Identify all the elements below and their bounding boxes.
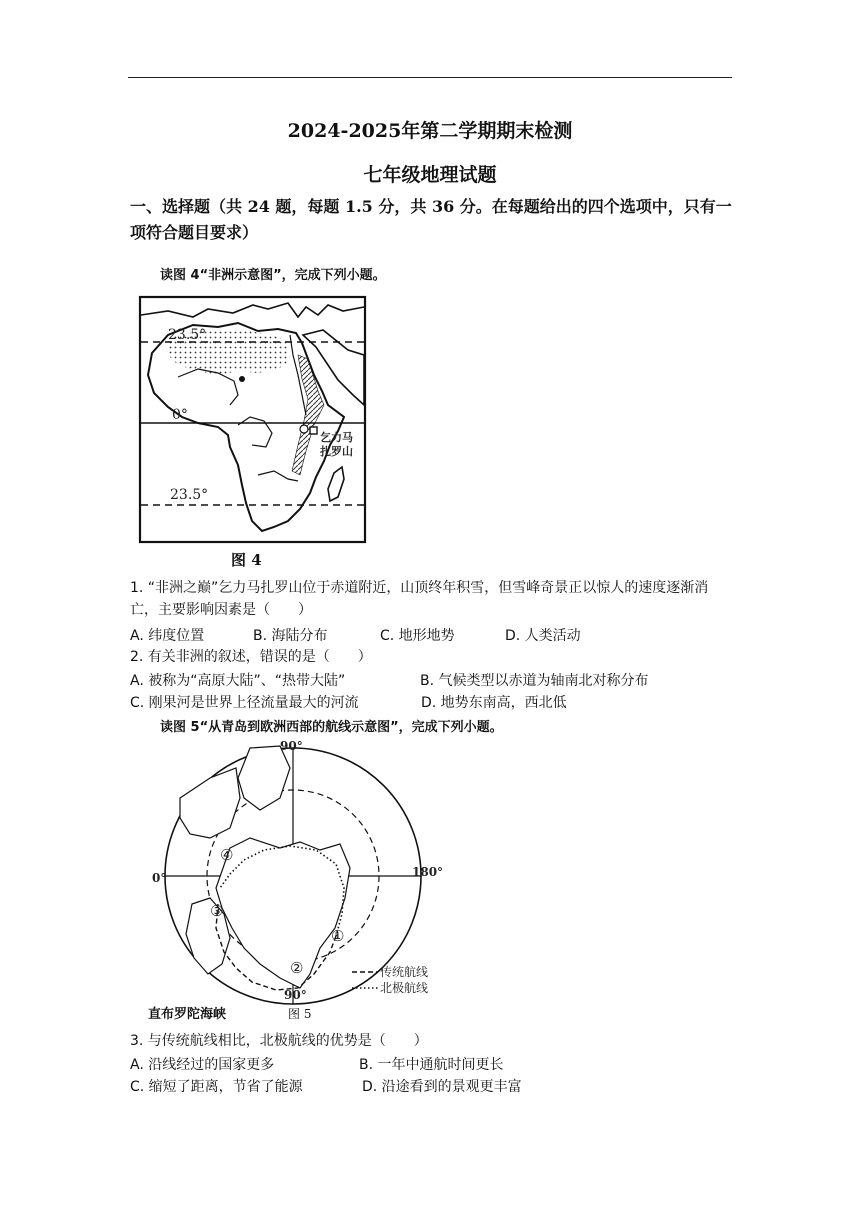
q1-option-b: B. 海陆分布: [253, 628, 328, 644]
label-180: 180°: [412, 865, 444, 879]
q3-option-a: A. 沿线经过的国家更多: [130, 1057, 275, 1073]
q3-option-d: D. 沿途看到的景观更丰富: [362, 1079, 522, 1095]
kilimanjaro-marker: [310, 427, 317, 434]
label-90-top: 90°: [280, 739, 303, 753]
figure4-caption: 图 4: [231, 551, 262, 569]
africa-map: [138, 295, 368, 545]
q2-option-a: A. 被称为“高原大陆”、“热带大陆”: [130, 673, 346, 689]
strait-label: 直布罗陀海峡: [148, 1007, 227, 1022]
question-2-stem: 2. 有关非洲的叙述，错误的是（ ）: [130, 649, 372, 665]
legend-traditional-label: 传统航线: [380, 965, 429, 979]
top-rule: [128, 77, 732, 78]
polar-route-map: [140, 738, 450, 1024]
label-tropic-south: 23.5°: [170, 487, 209, 503]
lake-chad: [239, 376, 245, 382]
marker-3: ③: [210, 902, 224, 920]
q2-option-c: C. 刚果河是世界上径流量最大的河流: [130, 695, 359, 711]
lake-victoria: [300, 425, 308, 433]
question-3-stem: 3. 与传统航线相比，北极航线的优势是（ ）: [130, 1033, 428, 1049]
q3-option-c: C. 缩短了距离，节省了能源: [130, 1079, 303, 1095]
label-90-bottom: 90°: [284, 988, 307, 1002]
section-heading: 一、选择题（共 24 题，每题 1.5 分，共 36 分。在每题给出的四个选项中，只有一项符合题目要求）: [130, 197, 732, 242]
legend-arctic-label: 北极航线: [380, 981, 429, 995]
label-equator: 0°: [172, 407, 188, 423]
question-1-stem: 1. “非洲之巅”乞力马扎罗山位于赤道附近，山顶终年积雪，但雪峰奇景正以惊人的速度逐渐消亡，主要影响因素是（ ）: [130, 580, 709, 618]
label-mountain-2: 扎罗山: [320, 445, 353, 458]
q2-option-d: D. 地势东南高，西北低: [421, 695, 567, 711]
page-subtitle: 七年级地理试题: [363, 164, 497, 186]
label-tropic-north: 23.5°: [168, 327, 207, 343]
q2-option-b: B. 气候类型以赤道为轴南北对称分布: [420, 673, 649, 689]
marker-1: ①: [331, 927, 345, 945]
q3-option-b: B. 一年中通航时间更长: [359, 1057, 504, 1073]
q1-option-a: A. 纬度位置: [130, 628, 205, 644]
marker-2: ②: [290, 959, 304, 977]
q1-option-c: C. 地形地势: [380, 628, 455, 644]
figure5-intro: 读图 5“从青岛到欧洲西部的航线示意图”，完成下列小题。: [160, 720, 503, 735]
label-0: 0°: [152, 871, 167, 885]
figure4-intro: 读图 4“非洲示意图”，完成下列小题。: [160, 268, 386, 283]
figure5-caption: 图 5: [288, 1007, 312, 1021]
page-title: 2024-2025年第二学期期末检测: [287, 120, 573, 142]
marker-4: ④: [220, 846, 234, 864]
label-mountain-1: 乞力马: [320, 431, 353, 444]
q1-option-d: D. 人类活动: [505, 628, 581, 644]
